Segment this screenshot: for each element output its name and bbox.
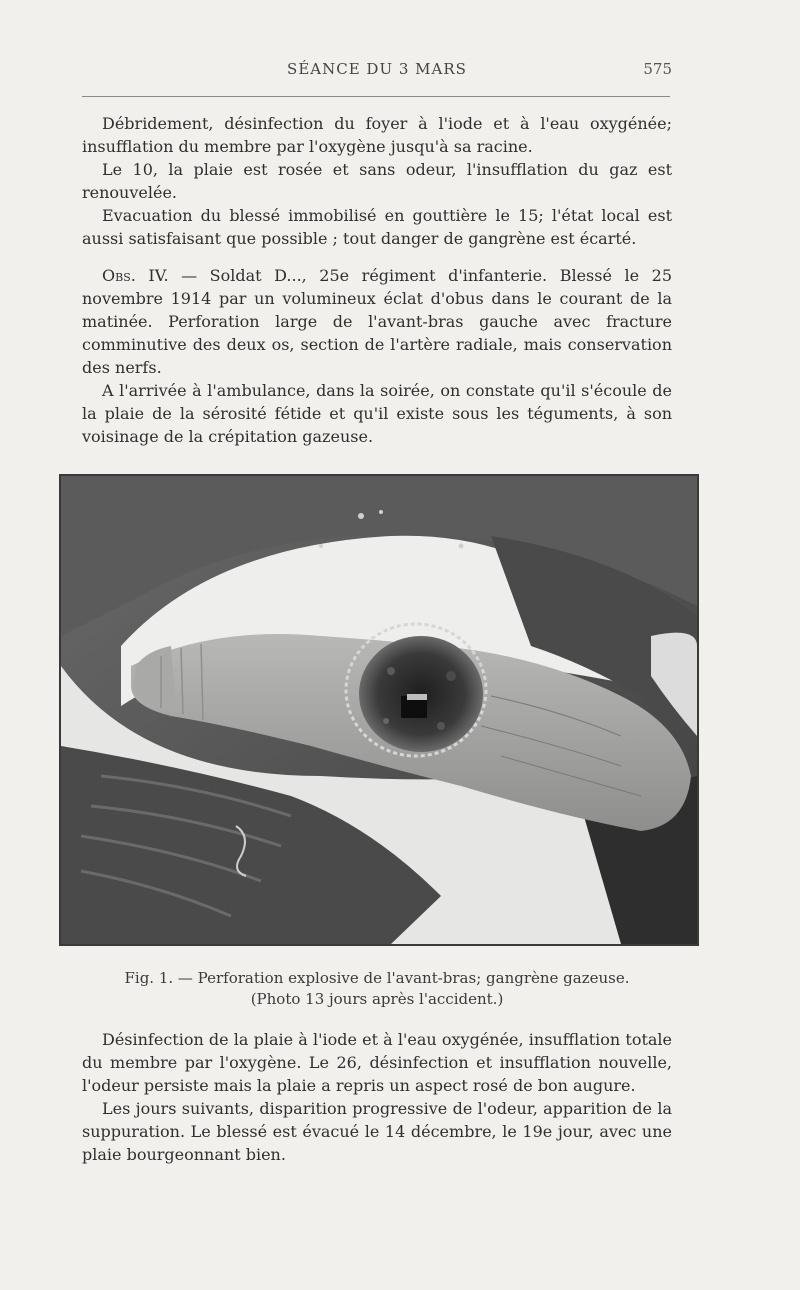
paragraph-following-days: Les jours suivants, disparition progressive de l'odeur, apparition de la suppuration. Le blessé est évacué le 14 décembre, le 19e jour, avec une plaie bourgeonnant bien. — [82, 1099, 672, 1164]
paragraph-debridement: Débridement, désinfection du foyer à l'iode et à l'eau oxygénée; insufflation du membre par l'oxygène jusqu'à sa racine. — [82, 114, 672, 156]
paragraph-gap — [82, 250, 672, 264]
observation-label: Obs. IV. — [102, 266, 169, 285]
forearm-wound-photo — [61, 476, 697, 944]
running-title: SÉANCE DU 3 MARS — [287, 60, 467, 78]
paragraph-arrival: A l'arrivée à l'ambulance, dans la soirée, on constate qu'il s'écoule de la plaie de la sérosité fétide et qu'il existe sous les téguments, à son voisinage de la crépitation gazeuse. — [82, 381, 672, 446]
page-number: 575 — [643, 60, 672, 78]
observation-paragraph — [82, 264, 672, 379]
paragraph-day-10: Le 10, la plaie est rosée et sans odeur, l'insufflation du gaz est renouvelée. — [82, 160, 672, 202]
caption-line-1: Fig. 1. — Perforation explosive de l'avant-bras; gangrène gazeuse. — [124, 969, 630, 987]
top-text-block — [82, 112, 672, 448]
figure-photograph — [59, 474, 699, 946]
page-header — [82, 58, 672, 84]
figure-caption — [82, 968, 672, 1010]
caption-line-2: (Photo 13 jours après l'accident.) — [250, 990, 504, 1008]
header-rule — [82, 96, 670, 97]
bottom-text-block — [82, 1028, 672, 1166]
observation-text: — Soldat D..., 25e régiment d'infanterie. Blessé le 25 novembre 1914 par un volumineux éclat d'obus dans le courant de la matinée. Perforation large de l'avant-bras gauche avec fracture comminutive des deux os, section de l'artère radiale, mais conservation des nerfs. — [82, 266, 672, 377]
paragraph-desinfection: Désinfection de la plaie à l'iode et à l'eau oxygénée, insufflation totale du membre par l'oxygène. Le 26, désinfection et insufflation nouvelle, l'odeur persiste mais la plaie a repris un aspect rosé de bon augure. — [82, 1030, 672, 1095]
paragraph-evacuation: Evacuation du blessé immobilisé en gouttière le 15; l'état local est aussi satisfaisant que possible ; tout danger de gangrène est écarté. — [82, 206, 672, 248]
